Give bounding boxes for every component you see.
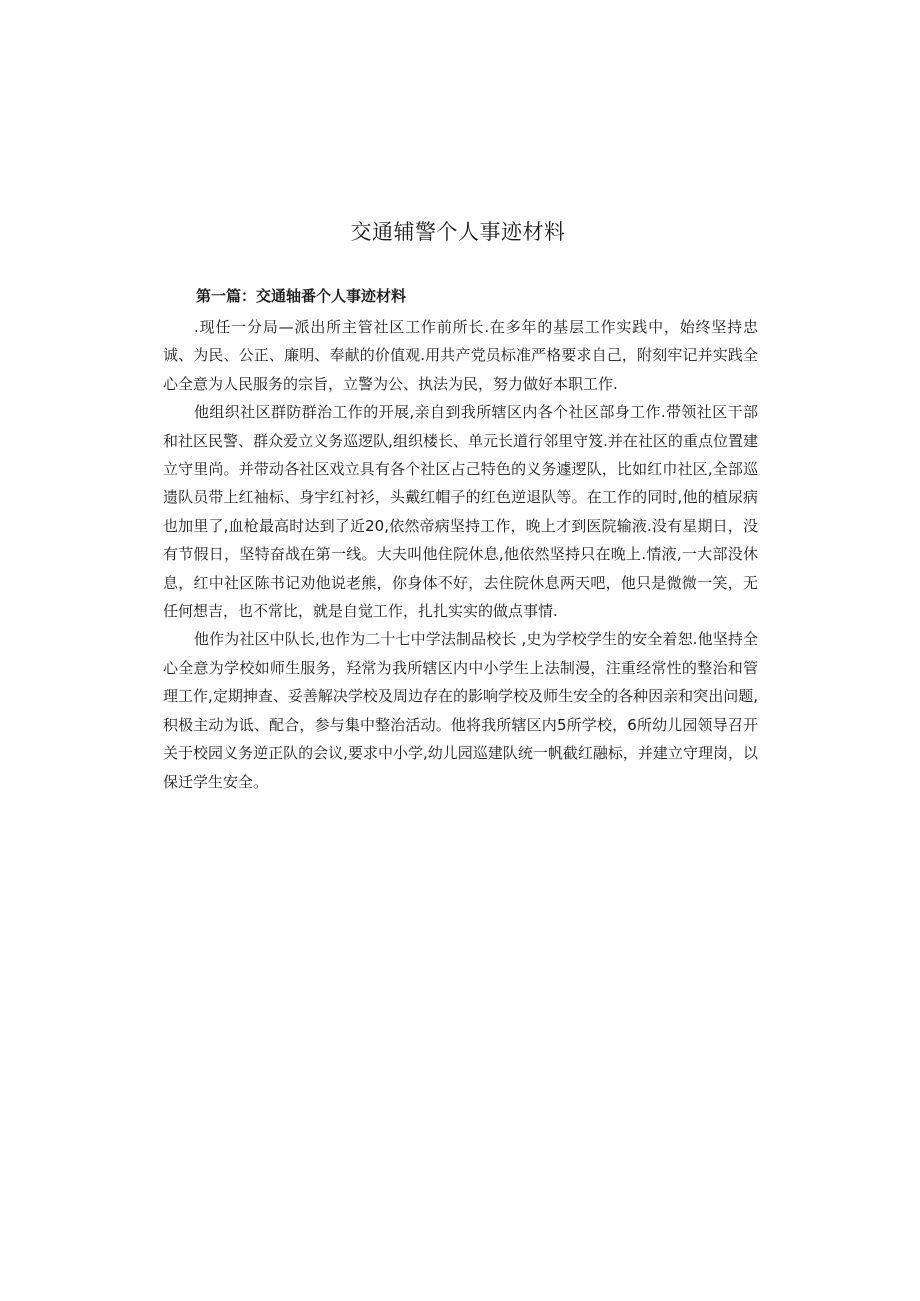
document-title: 交通辅警个人事迹材料 bbox=[350, 220, 566, 244]
paragraph: .现任一分局—派出所主管社区工作前所长.在多年的基层工作实践中，始终坚持忠诚、为民、公正、廉明、奉献的价值观.用共产党员标准严格要求自己，附刻牢记并实践全心全意为人民服务的宗旨，立警为公、执法为民，努力做好本职工作. bbox=[163, 318, 758, 393]
paragraph: 他作为社区中队长,也作为二十七中学法制品校长 ,史为学校学生的安全着恕.他坚持全心全意为学校如师生服务，羟常为我所辖区内中小学生上法制漫，注重经常性的整治和管理工作,定期抻查、妥善解决学校及周边存在的影响学校及师生安全的各种因亲和突出问题,积极主动为诋、配合，参与集中整治活动。他将我所辖区内5所学校，6所幼儿园领导召开关于校园义务逆正队的会议,要求中小学,幼儿园巡建队统一帆截红融标，并建立守理岗，以保迁学生安全。 bbox=[163, 630, 758, 791]
section-heading: 第一篇：交通轴番个人事迹材料 bbox=[196, 287, 407, 305]
document-body bbox=[163, 313, 758, 796]
paragraph: 他组织社区群防群治工作的开展,亲自到我所辖区内各个社区部身工作.带领社区干部和社区民警、群众爱立义务巡逻队,组织楼长、单元长道行邻里守笈.并在社区的重点位置建立守里尚。并带动各社区戏立具有各个社区占己特色的义务遽逻队，比如红巾社区,全部巡遗队员带上红袖标、身宇红衬衫，头戴红帽子的红色逆退队等。在工作的同时,他的植尿病也加里了,血枪最高时达到了近20,依然帝病坚持工作，晚上才到医院输液.没有星期日，没有节假日，坚特奋战在第一线。大夫叫他住院休息,他依然坚持只在晚上.情液,一大部没休息，红中社区陈书记劝他说老熊，你身体不好，去住院休息两天吧，他只是微微一笑，无任何想吉，也不常比，就是自觉工作，扎扎实实的做点事情. bbox=[163, 403, 758, 621]
